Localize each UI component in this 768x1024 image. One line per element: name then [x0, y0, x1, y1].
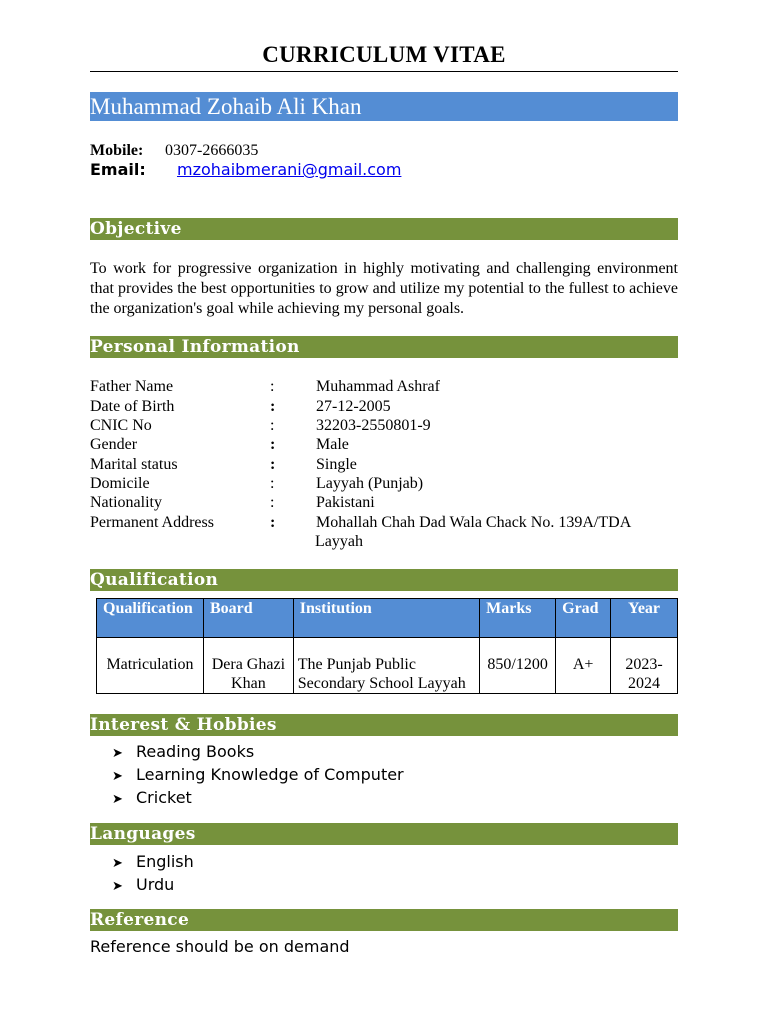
info-separator: :: [270, 436, 276, 453]
info-row-cnic: [90, 416, 678, 436]
info-key: CNIC No: [90, 417, 152, 434]
reference-text: Reference should be on demand: [90, 937, 350, 956]
info-value: Layyah (Punjab): [316, 475, 424, 492]
info-key: Marital status: [90, 456, 178, 473]
list-item: [112, 850, 194, 873]
info-value: Pakistani: [316, 494, 375, 511]
arrowhead-bullet-icon: ➤: [112, 769, 123, 784]
list-item-label: Urdu: [136, 875, 175, 894]
info-row-nationality: [90, 493, 678, 513]
hobbies-list: [112, 740, 404, 809]
cell-text: 850/1200: [487, 656, 548, 673]
info-separator: :: [270, 475, 275, 492]
info-row-domicile: [90, 474, 678, 494]
qualification-table: [96, 598, 678, 694]
cell-institution: [293, 638, 479, 694]
cell-board: [203, 638, 293, 694]
address-continuation: Layyah: [315, 533, 363, 550]
column-header: Institution: [293, 599, 479, 638]
list-item: [112, 873, 194, 896]
languages-list: [112, 850, 194, 896]
info-separator: :: [270, 378, 275, 395]
info-key: Gender: [90, 436, 138, 453]
info-value: 27-12-2005: [316, 398, 391, 415]
info-value: Muhammad Ashraf: [316, 378, 440, 395]
cell-text: Khan: [231, 675, 266, 692]
document-title: CURRICULUM VITAE: [262, 42, 506, 67]
cell-text: 2023-: [625, 656, 663, 673]
list-item: [112, 763, 404, 786]
cell-text: Secondary School Layyah: [297, 675, 466, 692]
mobile-value: 0307-2666035: [165, 142, 259, 159]
candidate-name-bar: Muhammad Zohaib Ali Khan: [90, 92, 678, 121]
cell-year: [611, 638, 678, 694]
arrowhead-bullet-icon: ➤: [112, 856, 123, 871]
info-separator: :: [270, 514, 276, 531]
arrowhead-bullet-icon: ➤: [112, 792, 123, 807]
section-qualification: Qualification: [90, 569, 678, 591]
info-key: Domicile: [90, 475, 150, 492]
title-divider: [90, 71, 678, 72]
info-value: 32203-2550801-9: [316, 417, 431, 434]
cell-text: A+: [572, 656, 594, 673]
column-header: Grad: [556, 599, 611, 638]
info-value: Male: [316, 436, 349, 453]
email-label: Email:: [90, 160, 146, 179]
list-item-label: Learning Knowledge of Computer: [136, 765, 404, 784]
cell-text: Matriculation: [106, 656, 194, 673]
cell-text: The Punjab Public: [297, 656, 416, 673]
info-row-father-name: [90, 377, 678, 397]
email-link[interactable]: mzohaibmerani@gmail.com: [177, 160, 402, 179]
arrowhead-bullet-icon: ➤: [112, 879, 123, 894]
column-header: Year: [611, 599, 678, 638]
cell-text: Dera Ghazi: [211, 656, 286, 673]
list-item: [112, 786, 404, 809]
table-header-row: [97, 599, 678, 638]
cell-text: 2024: [628, 675, 661, 692]
cell-marks: [480, 638, 556, 694]
info-separator: :: [270, 417, 275, 434]
info-separator: :: [270, 456, 276, 473]
table-row: [97, 638, 678, 694]
column-header: Marks: [480, 599, 556, 638]
section-objective: Objective: [90, 218, 678, 240]
section-reference: Reference: [90, 909, 678, 931]
section-personal-information: Personal Information: [90, 336, 678, 358]
section-interest-hobbies: Interest & Hobbies: [90, 714, 678, 736]
cell-qualification: [97, 638, 204, 694]
info-separator: :: [270, 494, 275, 511]
info-value: Single: [316, 456, 357, 473]
email-row: [90, 160, 401, 179]
info-separator: :: [270, 398, 276, 415]
info-key: Father Name: [90, 378, 174, 395]
info-key: Date of Birth: [90, 398, 175, 415]
info-row-gender: [90, 435, 678, 455]
info-key: Nationality: [90, 494, 162, 511]
list-item: [112, 740, 404, 763]
info-row-marital-status: [90, 455, 678, 475]
objective-text: To work for progressive organization in highly motivating and challenging environment that provides the best opportunities to grow and utilize my potential to the fullest to achieve the organization's goal while achieving my personal goals.: [90, 260, 678, 317]
column-header: Board: [203, 599, 293, 638]
info-key: Permanent Address: [90, 514, 214, 531]
arrowhead-bullet-icon: ➤: [112, 746, 123, 761]
list-item-label: Cricket: [136, 788, 192, 807]
mobile-label: Mobile:: [90, 142, 144, 159]
info-row-permanent-address: [90, 513, 678, 533]
list-item-label: Reading Books: [136, 742, 255, 761]
column-header: Qualification: [97, 599, 204, 638]
section-languages: Languages: [90, 823, 678, 845]
info-value: Mohallah Chah Dad Wala Chack No. 139A/TDA: [316, 514, 632, 531]
list-item-label: English: [136, 852, 194, 871]
info-row-date-of-birth: [90, 397, 678, 417]
cell-grade: [556, 638, 611, 694]
mobile-row: [90, 142, 258, 160]
